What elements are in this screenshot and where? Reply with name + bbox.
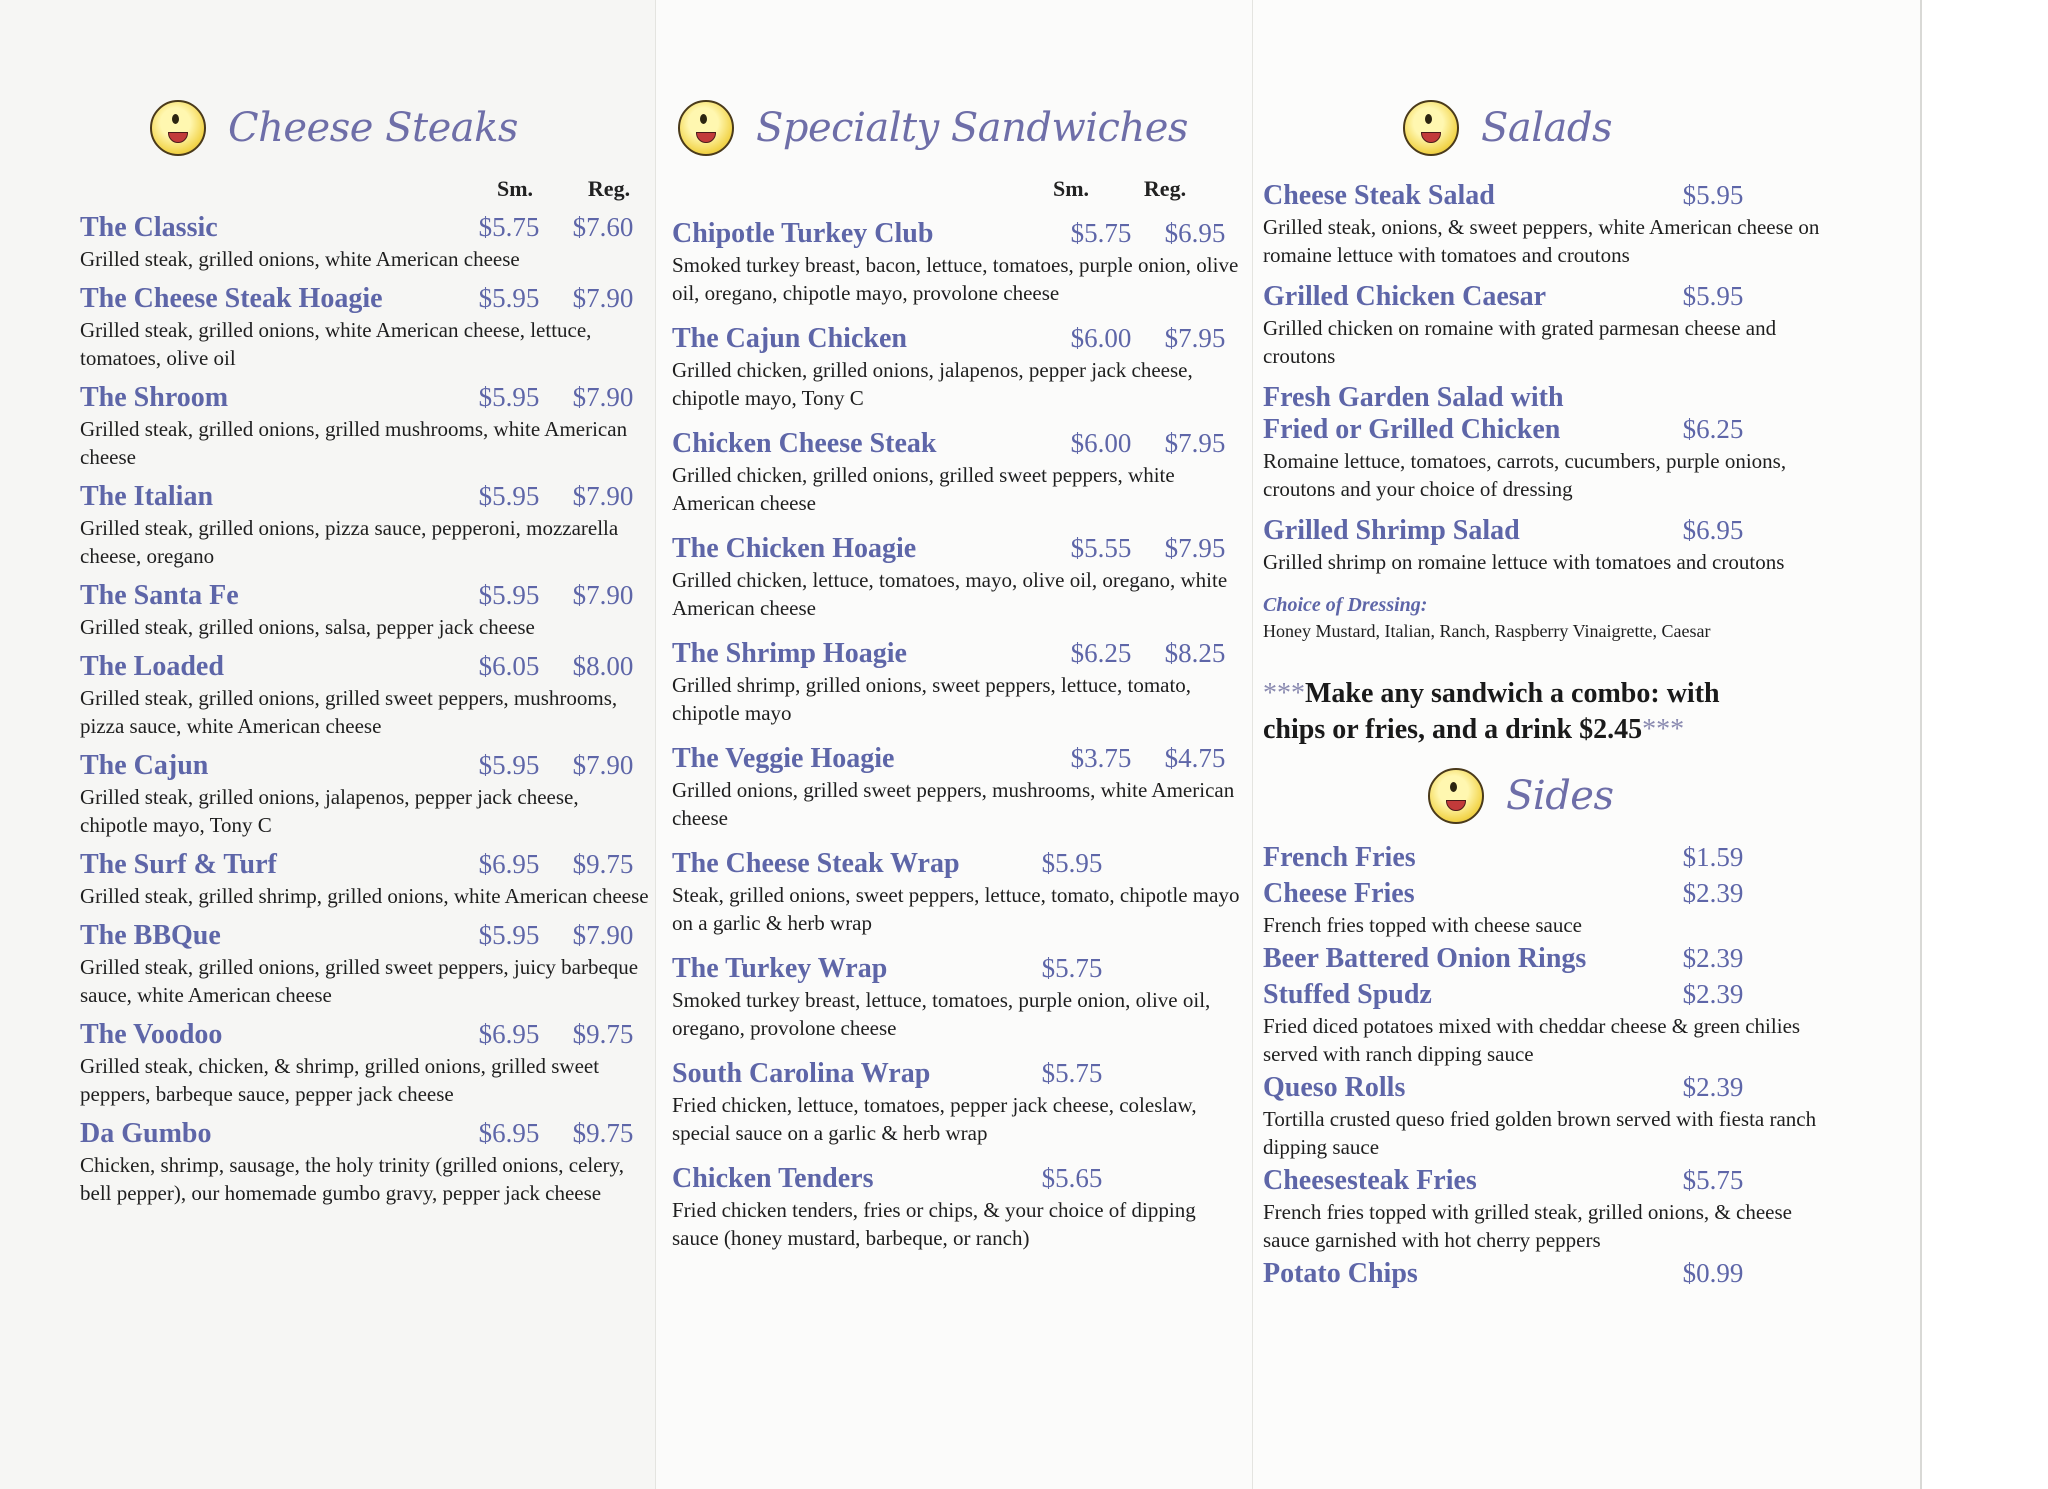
combo-line-1: Make any sandwich a combo: with [1305, 678, 1720, 709]
item-price-small: $5.95 [478, 920, 540, 950]
item-description: Grilled steak, chicken, & shrimp, grilled onions, grilled sweet peppers, barbeque sauce, pepper jack cheese [80, 1054, 600, 1106]
menu-item [672, 1058, 1242, 1147]
item-row [1263, 180, 1823, 212]
size-header-sm: Sm. [496, 176, 534, 201]
page-edge [1920, 0, 1922, 1489]
menu-item [672, 428, 1242, 517]
item-description: Tortilla crusted queso fried golden brown served with fiesta ranch dipping sauce [1263, 1107, 1817, 1159]
item-price-regular: $9.75 [572, 1019, 634, 1049]
item-name: Queso Rolls [1263, 1072, 1406, 1103]
item-name: Beer Battered Onion Rings [1263, 943, 1587, 974]
item-price: $2.39 [1682, 1072, 1744, 1102]
cheese-steaks-section [80, 88, 650, 1207]
menu-item [80, 1019, 650, 1108]
item-row [672, 1163, 1242, 1195]
item-name: Da Gumbo [80, 1118, 212, 1149]
item-description: Smoked turkey breast, bacon, lettuce, tomatoes, purple onion, olive oil, oregano, chipotle mayo, provolone cheese [672, 253, 1239, 305]
item-price-small: $5.95 [478, 750, 540, 780]
item-row [80, 283, 650, 315]
item-price-small: $6.95 [478, 1118, 540, 1148]
item-price-regular: $6.95 [1164, 218, 1226, 248]
section-header [672, 88, 1242, 168]
item-row [80, 750, 650, 782]
salads-sides-column [1263, 88, 1823, 1290]
side-item [1263, 943, 1823, 975]
item-description: French fries topped with cheese sauce [1263, 913, 1582, 937]
item-price: $2.39 [1682, 878, 1744, 908]
item-name: Potato Chips [1263, 1258, 1418, 1289]
fold-line [1252, 0, 1253, 1489]
menu-item [80, 580, 650, 641]
item-price-small: $5.75 [478, 212, 540, 242]
item-name: The Cajun [80, 750, 209, 781]
item-row [80, 1118, 650, 1150]
item-name: The Veggie Hoagie [672, 743, 895, 774]
salads-list [1263, 180, 1823, 576]
item-name: Fresh Garden Salad with [1263, 382, 1564, 413]
side-item [1263, 842, 1823, 874]
item-description: Grilled steak, grilled onions, grilled mushrooms, white American cheese [80, 417, 628, 469]
item-row [1263, 382, 1823, 414]
item-row [672, 323, 1242, 355]
item-description: Grilled steak, onions, & sweet peppers, white American cheese on romaine lettuce with tomatoes and croutons [1263, 215, 1820, 267]
item-description: Grilled chicken, lettuce, tomatoes, mayo, olive oil, oregano, white American cheese [672, 568, 1228, 620]
item-row [80, 580, 650, 612]
item-row [1263, 414, 1823, 446]
item-price: $5.75 [1041, 953, 1103, 983]
cheese-steaks-list [80, 212, 650, 1207]
item-name: The BBQue [80, 920, 221, 951]
item-price-small: $5.75 [1070, 218, 1132, 248]
item-description: Grilled steak, grilled onions, salsa, pepper jack cheese [80, 615, 535, 639]
item-price-small: $6.00 [1070, 428, 1132, 458]
menu-item [672, 533, 1242, 622]
item-description: Grilled steak, grilled shrimp, grilled onions, white American cheese [80, 884, 649, 908]
item-row [1263, 943, 1823, 975]
fold-line [655, 0, 656, 1489]
item-name: The Cheese Steak Wrap [672, 848, 960, 879]
item-row [672, 533, 1242, 565]
section-header [1263, 756, 1823, 836]
item-name: The Chicken Hoagie [672, 533, 917, 564]
menu-item [80, 382, 650, 471]
menu-item [672, 218, 1242, 307]
side-item [1263, 1165, 1823, 1254]
item-name: Cheese Fries [1263, 878, 1415, 909]
item-row [80, 920, 650, 952]
item-price-regular: $9.75 [572, 1118, 634, 1148]
item-name: The Cheese Steak Hoagie [80, 283, 383, 314]
item-price: $1.59 [1682, 842, 1744, 872]
item-price: $2.39 [1682, 979, 1744, 1009]
menu-item [1263, 281, 1823, 370]
menu-item [80, 283, 650, 372]
item-name: Cheese Steak Salad [1263, 180, 1495, 211]
item-row [1263, 842, 1823, 874]
item-price: $5.75 [1041, 1058, 1103, 1088]
item-name: The Turkey Wrap [672, 953, 888, 984]
item-name: Grilled Shrimp Salad [1263, 515, 1520, 546]
item-name: The Classic [80, 212, 218, 243]
item-price-regular: $7.90 [572, 580, 634, 610]
item-price-small: $5.55 [1070, 533, 1132, 563]
item-price-regular: $7.95 [1164, 428, 1226, 458]
item-price: $5.65 [1041, 1163, 1103, 1193]
menu-item [80, 481, 650, 570]
item-price-regular: $7.90 [572, 920, 634, 950]
item-row [1263, 979, 1823, 1011]
item-price-small: $5.95 [478, 283, 540, 313]
item-description: Steak, grilled onions, sweet peppers, lettuce, tomato, chipotle mayo on a garlic & herb wrap [672, 883, 1240, 935]
item-row [80, 212, 650, 244]
item-description: Grilled steak, grilled onions, pizza sauce, pepperoni, mozzarella cheese, oregano [80, 516, 619, 568]
item-price-regular: $8.00 [572, 651, 634, 681]
item-description: Grilled steak, grilled onions, white American cheese, lettuce, tomatoes, olive oil [80, 318, 592, 370]
item-price-regular: $7.90 [572, 382, 634, 412]
menu-item [1263, 180, 1823, 269]
menu-item [672, 638, 1242, 727]
side-item [1263, 1072, 1823, 1161]
item-description: Grilled shrimp on romaine lettuce with tomatoes and croutons [1263, 550, 1785, 574]
item-price-regular: $7.90 [572, 750, 634, 780]
side-item [1263, 1258, 1823, 1290]
item-price-small: $6.95 [478, 849, 540, 879]
item-name: The Shrimp Hoagie [672, 638, 907, 669]
menu-item [80, 849, 650, 910]
specialty-sandwiches-list [672, 218, 1242, 1252]
item-description: Fried chicken, lettuce, tomatoes, pepper jack cheese, coleslaw, special sauce on a garlic & herb wrap [672, 1093, 1197, 1145]
menu-item [80, 750, 650, 839]
item-price: $2.39 [1682, 943, 1744, 973]
item-price-regular: $7.95 [1164, 533, 1226, 563]
item-description: Fried chicken tenders, fries or chips, & your choice of dipping sauce (honey mustard, barbeque, or ranch) [672, 1198, 1196, 1250]
item-price-small: $5.95 [478, 382, 540, 412]
item-price-small: $6.25 [1070, 638, 1132, 668]
menu-item [672, 953, 1242, 1042]
item-price: $6.95 [1682, 515, 1744, 545]
item-price-regular: $9.75 [572, 849, 634, 879]
item-description: Grilled steak, grilled onions, white American cheese [80, 247, 520, 271]
menu-item [80, 920, 650, 1009]
item-description: Grilled onions, grilled sweet peppers, mushrooms, white American cheese [672, 778, 1235, 830]
item-description: Grilled chicken, grilled onions, grilled sweet peppers, white American cheese [672, 463, 1175, 515]
item-price: $6.25 [1682, 414, 1744, 444]
menu-item [672, 848, 1242, 937]
dressing-list: Honey Mustard, Italian, Ranch, Raspberry Vinaigrette, Caesar [1263, 621, 1711, 641]
smiley-face-icon [150, 100, 206, 156]
item-name: The Voodoo [80, 1019, 223, 1050]
size-headers [672, 168, 1212, 202]
size-header-reg: Reg. [1143, 176, 1187, 201]
item-description: Grilled steak, grilled onions, grilled sweet peppers, mushrooms, pizza sauce, white American cheese [80, 686, 618, 738]
item-price-small: $5.95 [478, 481, 540, 511]
item-name: Stuffed Spudz [1263, 979, 1432, 1010]
item-price-small: $6.00 [1070, 323, 1132, 353]
item-price-small: $5.95 [478, 580, 540, 610]
item-row [1263, 1072, 1823, 1104]
item-price: $5.95 [1682, 180, 1744, 210]
item-row [672, 1058, 1242, 1090]
item-name: French Fries [1263, 842, 1416, 873]
item-row [672, 953, 1242, 985]
page-margin [1920, 0, 2048, 1489]
item-name: The Loaded [80, 651, 224, 682]
sides-list [1263, 842, 1823, 1290]
item-name: The Santa Fe [80, 580, 239, 611]
item-name: The Shroom [80, 382, 229, 413]
combo-offer [1263, 676, 1823, 748]
item-row [1263, 1258, 1823, 1290]
item-row [1263, 281, 1823, 313]
side-item [1263, 979, 1823, 1068]
item-name: Cheesesteak Fries [1263, 1165, 1477, 1196]
item-description: Grilled chicken on romaine with grated parmesan cheese and croutons [1263, 316, 1777, 368]
item-price-regular: $7.90 [572, 481, 634, 511]
item-price-small: $6.05 [478, 651, 540, 681]
item-description: Fried diced potatoes mixed with cheddar cheese & green chilies served with ranch dipping sauce [1263, 1014, 1801, 1066]
side-item [1263, 878, 1823, 939]
menu-item [1263, 382, 1823, 503]
menu-item [672, 743, 1242, 832]
menu-item [672, 1163, 1242, 1252]
section-header [80, 88, 650, 168]
item-name: Chipotle Turkey Club [672, 218, 934, 249]
size-header-sm: Sm. [1052, 176, 1090, 201]
item-price-regular: $7.60 [572, 212, 634, 242]
item-row [672, 638, 1242, 670]
smiley-face-icon [1428, 768, 1484, 824]
section-title: Salads [1481, 105, 1613, 151]
item-description: Grilled shrimp, grilled onions, sweet peppers, lettuce, tomato, chipotle mayo [672, 673, 1192, 725]
item-price-small: $3.75 [1070, 743, 1132, 773]
specialty-sandwiches-section [672, 88, 1242, 1252]
size-headers [80, 168, 656, 202]
smiley-face-icon [678, 100, 734, 156]
item-description: Grilled steak, grilled onions, grilled sweet peppers, juicy barbeque sauce, white American cheese [80, 955, 639, 1007]
item-name: Grilled Chicken Caesar [1263, 281, 1547, 312]
item-row [80, 849, 650, 881]
menu-item [80, 212, 650, 273]
item-price-small: $6.95 [478, 1019, 540, 1049]
item-price: $5.95 [1041, 848, 1103, 878]
item-name: The Surf & Turf [80, 849, 277, 880]
item-row [80, 1019, 650, 1051]
item-description: Smoked turkey breast, lettuce, tomatoes, purple onion, olive oil, oregano, provolone cheese [672, 988, 1211, 1040]
item-row [80, 481, 650, 513]
item-row [672, 848, 1242, 880]
item-row [1263, 1165, 1823, 1197]
section-header [1263, 88, 1823, 168]
item-description: Grilled chicken, grilled onions, jalapenos, pepper jack cheese, chipotle mayo, Tony C [672, 358, 1193, 410]
item-price: $5.95 [1682, 281, 1744, 311]
item-row [672, 428, 1242, 460]
item-name: The Italian [80, 481, 214, 512]
item-name: South Carolina Wrap [672, 1058, 931, 1089]
dressing-label: Choice of Dressing: [1263, 594, 1428, 616]
section-title: Specialty Sandwiches [756, 105, 1188, 151]
item-row [1263, 878, 1823, 910]
item-row [672, 743, 1242, 775]
menu-item [80, 1118, 650, 1207]
menu-item [672, 323, 1242, 412]
combo-stars: *** [1263, 678, 1305, 709]
menu-item [1263, 515, 1823, 576]
item-name: Chicken Cheese Steak [672, 428, 937, 459]
item-description: French fries topped with grilled steak, grilled onions, & cheese sauce garnished with hot cherry peppers [1263, 1200, 1792, 1252]
item-price-regular: $8.25 [1164, 638, 1226, 668]
menu-item [80, 651, 650, 740]
item-row [80, 651, 650, 683]
smiley-face-icon [1403, 100, 1459, 156]
item-description: Chicken, shrimp, sausage, the holy trinity (grilled onions, celery, bell pepper), our homemade gumbo gravy, pepper jack cheese [80, 1153, 624, 1205]
size-header-reg: Reg. [587, 176, 631, 201]
item-price-regular: $4.75 [1164, 743, 1226, 773]
item-price-regular: $7.95 [1164, 323, 1226, 353]
section-title: Cheese Steaks [228, 105, 518, 151]
item-price-regular: $7.90 [572, 283, 634, 313]
item-price: $5.75 [1682, 1165, 1744, 1195]
item-name: The Cajun Chicken [672, 323, 907, 354]
item-name: Fried or Grilled Chicken [1263, 414, 1561, 445]
item-price: $0.99 [1682, 1258, 1744, 1288]
item-description: Romaine lettuce, tomatoes, carrots, cucumbers, purple onions, croutons and your choice of dressing [1263, 449, 1787, 501]
item-name: Chicken Tenders [672, 1163, 874, 1194]
item-row [1263, 515, 1823, 547]
item-row [672, 218, 1242, 250]
item-row [80, 382, 650, 414]
combo-stars: *** [1642, 714, 1685, 745]
item-description: Grilled steak, grilled onions, jalapenos, pepper jack cheese, chipotle mayo, Tony C [80, 785, 579, 837]
combo-line-2: chips or fries, and a drink $2.45 [1263, 714, 1643, 745]
section-title: Sides [1506, 773, 1614, 819]
